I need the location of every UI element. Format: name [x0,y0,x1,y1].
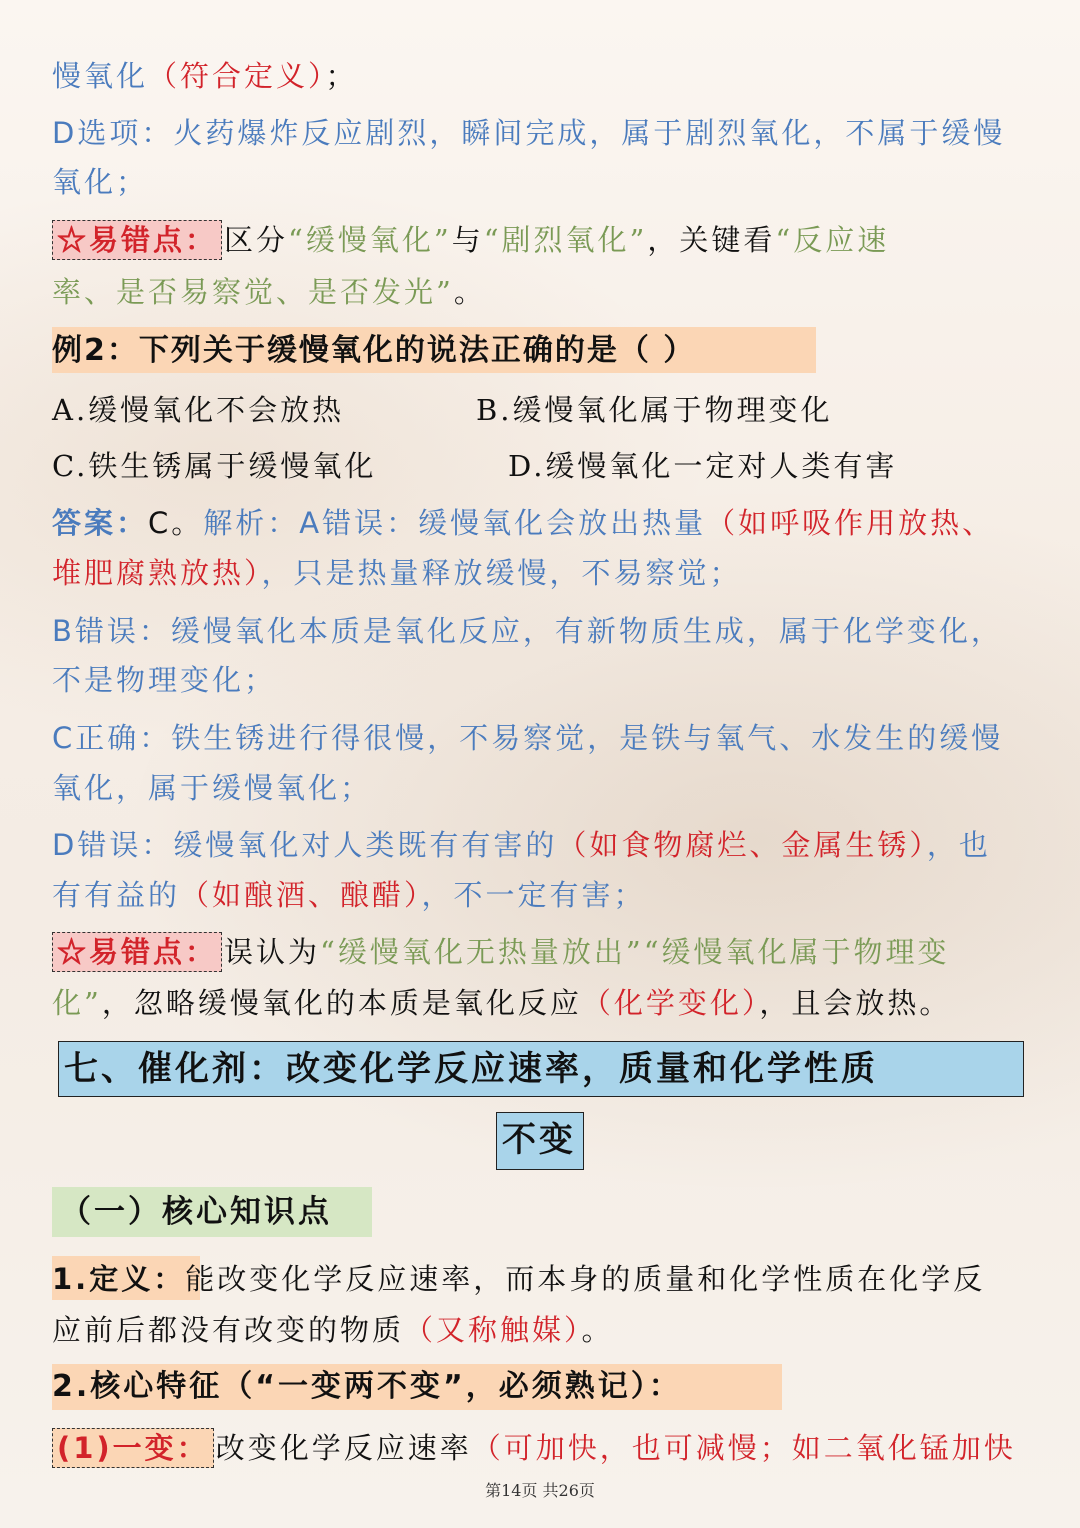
feature-label: (1)一变： [52,1428,214,1468]
example-title: 例2：下列关于缓慢氧化的说法正确的是（ ） [52,333,696,368]
section-title-continued: 不变 [502,1120,576,1160]
answer-line: 答案：C。解析：A错误：缓慢氧化会放出热量（如呼吸作用放热、 [52,506,995,540]
mistake-tip: ☆易错点： 区分“缓慢氧化”与“剧烈氧化”，关键看“反应速 [52,220,889,260]
feature-line: (1)一变： 改变化学反应速率（可加快，也可减慢；如二氧化锰加快 [52,1428,1016,1468]
option-a: A.缓慢氧化不会放热 [52,393,345,427]
text-line: C正确：铁生锈进行得很慢，不易察觉，是铁与氧气、水发生的缓慢 [52,721,1004,755]
text-line: 氧化； [52,165,149,199]
mistake-label: ☆易错点： [52,220,222,260]
mistake-label: ☆易错点： [52,932,222,972]
text-line: 氧化，属于缓慢氧化； [52,771,373,805]
mistake-tip: ☆易错点： 误认为“缓慢氧化无热量放出”“缓慢氧化属于物理变 [52,932,950,972]
text-line: B错误：缓慢氧化本质是氧化反应，有新物质生成，属于化学变化， [52,614,1003,648]
text-line: 有有益的（如酿酒、酿醋），不一定有害； [52,878,646,912]
text-line: 不是物理变化； [52,663,277,697]
section-title: 七、催化剂：改变化学反应速率，质量和化学性质 [64,1049,878,1089]
page-footer: 第14页 共26页 [485,1481,595,1500]
text-line: 率、是否易察觉、是否发光”。 [52,275,486,309]
option-c: C.铁生锈属于缓慢氧化 [52,449,377,483]
text-line: 慢氧化（符合定义）； [52,59,358,93]
text-line: D错误：缓慢氧化对人类既有有害的（如食物腐烂、金属生锈），也 [52,828,991,862]
option-d: D.缓慢氧化一定对人类有害 [508,449,898,483]
text-line: 堆肥腐熟放热），只是热量释放缓慢，不易察觉； [52,556,742,590]
feature-title: 2.核心特征（“一变两不变”，必须熟记）： [52,1369,682,1404]
text-line: D选项：火药爆炸反应剧烈，瞬间完成，属于剧烈氧化，不属于缓慢 [52,116,1006,150]
option-b: B.缓慢氧化属于物理变化 [476,393,833,427]
subsection-heading: （一）核心知识点 [60,1194,332,1230]
text-line: 化”，忽略缓慢氧化的本质是氧化反应（化学变化），且会放热。 [52,986,952,1020]
definition-line: 1.定义：能改变化学反应速率，而本身的质量和化学性质在化学反 [52,1262,986,1296]
text-line: 应前后都没有改变的物质（又称触媒）。 [52,1313,614,1347]
